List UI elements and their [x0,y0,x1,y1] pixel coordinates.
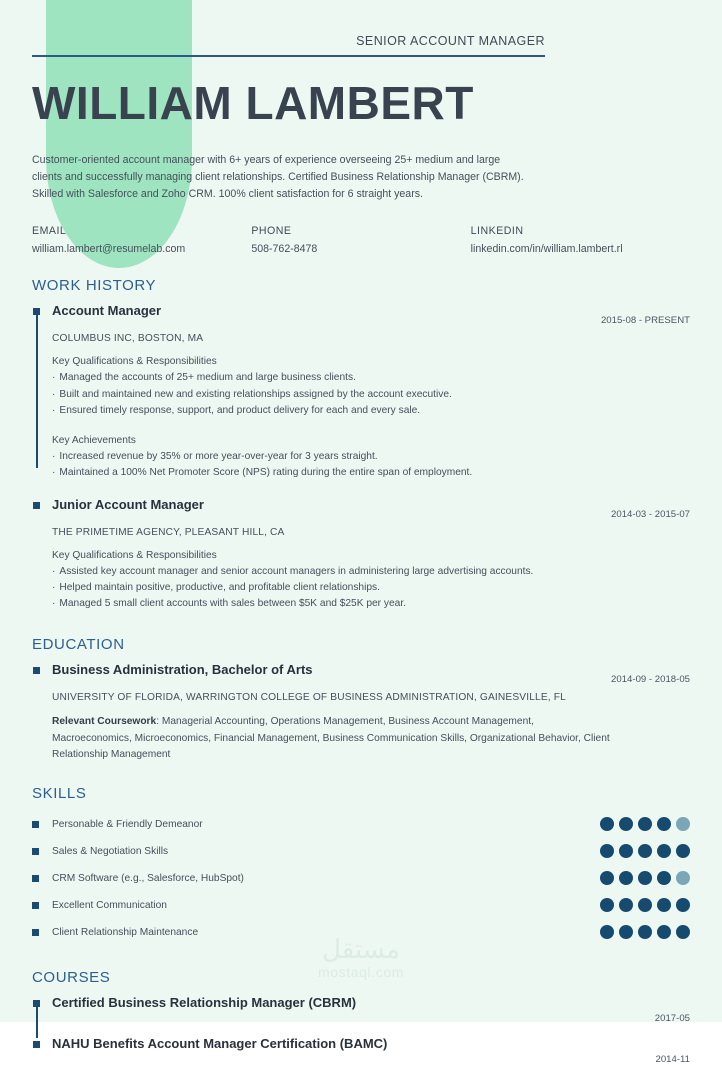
work-bullet-item: · Built and maintained new and existing relationships assigned by the account executive. [52,387,690,403]
skill-rating-dots [600,817,690,831]
work-bullet-item: · Maintained a 100% Net Promoter Score (NPS) rating during the entire span of employment. [52,465,690,481]
education-entry-head [52,662,690,685]
course-date: 2017-05 [654,1013,690,1025]
education-date-range: 2014-09 - 2018-05 [611,674,690,686]
skill-label: Client Relationship Maintenance [52,926,199,938]
timeline-connector [36,312,38,468]
contact-label-email: EMAIL [32,225,67,238]
rating-dot-filled [638,871,652,885]
contact-phone [251,225,470,255]
course-name: NAHU Benefits Account Manager Certification (BAMC) [52,1036,388,1052]
work-job-title: Account Manager [52,303,162,319]
skill-label: Excellent Communication [52,899,167,911]
work-date-range: 2015-08 - PRESENT [600,315,690,327]
watermark-domain-text: mostaql.com [318,964,404,980]
section-title-courses: COURSES [32,969,111,987]
skill-label: Sales & Negotiation Skills [52,845,169,857]
skill-rating-dots [600,844,690,858]
rating-dot-filled [600,898,614,912]
skill-row [32,811,690,837]
education-coursework [52,714,612,763]
contact-email [32,225,251,255]
rating-dot-filled [619,817,633,831]
contact-label-linkedin: LINKEDIN [470,225,524,238]
rating-dot-filled [619,844,633,858]
rating-dot-filled [638,844,652,858]
work-bullet-list [52,564,690,612]
professional-summary: Customer-oriented account manager with 6+ years of experience overseeing 25+ medium and large clients and successfully managing client relationships. Certified Business Relationship Manager (CBRM). Skilled with Salesforce and Zoho CRM. 100% client satisfaction for 6 straight years. [32,154,524,201]
job-role-title: SENIOR ACCOUNT MANAGER [356,34,545,48]
rating-dot-filled [619,871,633,885]
course-name: Certified Business Relationship Manager (CBRM) [52,995,357,1011]
entry-bullet-icon [33,667,40,674]
course-date: 2014-11 [655,1054,690,1065]
rating-dot-filled [600,817,614,831]
work-entry [32,303,690,485]
entry-bullet-icon [33,502,40,509]
education-entry [32,662,690,763]
rating-dot-filled [657,817,671,831]
entry-bullet-icon [33,1000,40,1007]
work-bullet-item: · Increased revenue by 35% or more year-over-year for 3 years straight. [52,449,690,465]
rating-dot-empty [676,871,690,885]
skill-rating-dots [600,898,690,912]
contact-value-linkedin[interactable]: linkedin.com/in/william.lambert.rl [470,243,623,256]
section-skills [32,785,690,945]
skill-row [32,838,690,864]
contact-value-phone[interactable]: 508-762-8478 [251,243,318,256]
section-courses [32,969,690,1065]
candidate-name: WILLIAM LAMBERT [32,77,474,129]
skill-bullet-icon [32,848,39,855]
rating-dot-filled [638,898,652,912]
work-bullet-item: · Assisted key account manager and senior account managers in administering large advertising accounts. [52,564,690,580]
contact-label-phone: PHONE [251,225,292,238]
work-organization: THE PRIMETIME AGENCY, PLEASANT HILL, CA [52,527,285,539]
skill-label: CRM Software (e.g., Salesforce, HubSpot) [52,872,244,884]
work-bullet-item: · Managed the accounts of 25+ medium and large business clients. [52,370,690,386]
rating-dot-filled [657,844,671,858]
skill-bullet-icon [32,902,39,909]
section-title-education: EDUCATION [32,636,125,654]
coursework-text: : Managerial Accounting, Operations Management, Business Account Management, Macroeconomics, Microeconomics, Financial Management, Business Communication Skills, Organizational Behavior, Client Relationship Management [52,716,610,760]
skill-label: Personable & Friendly Demeanor [52,818,203,830]
contact-value-email[interactable]: william.lambert@resumelab.com [32,243,186,256]
skill-bullet-icon [32,929,39,936]
section-title-skills: SKILLS [32,785,87,803]
rating-dot-empty [676,817,690,831]
rating-dot-filled [657,898,671,912]
rating-dot-filled [600,871,614,885]
rating-dot-filled [676,844,690,858]
watermark-arabic-text: مستقل [322,934,400,964]
rating-dot-filled [676,898,690,912]
skill-bullet-icon [32,821,39,828]
work-bullet-list [52,370,690,418]
work-bullet-item: · Managed 5 small client accounts with sales between $5K and $25K per year. [52,596,690,612]
section-work-history [32,277,690,612]
coursework-label: Relevant Coursework [52,716,157,728]
watermark [0,936,722,980]
course-entry [32,1036,690,1065]
section-education [32,636,690,763]
courses-list [32,995,690,1065]
rating-dot-filled [657,871,671,885]
work-group-label: Key Achievements [52,434,136,446]
rating-dot-filled [600,844,614,858]
work-date-range: 2014-03 - 2015-07 [611,509,690,521]
work-entry-head [52,497,690,520]
work-entry [32,497,690,612]
section-title-work-history: WORK HISTORY [32,277,157,295]
rating-dot-filled [619,898,633,912]
education-degree: Business Administration, Bachelor of Arts [52,662,313,678]
work-group-label: Key Qualifications & Responsibilities [52,356,217,368]
header-divider [32,55,545,57]
contact-linkedin [471,225,690,255]
work-bullet-item: · Ensured timely response, support, and product delivery for each and every sale. [52,403,690,419]
skill-rating-dots [600,871,690,885]
rating-dot-filled [638,817,652,831]
skill-row [32,865,690,891]
work-bullet-item: · Helped maintain positive, productive, and profitable client relationships. [52,580,690,596]
education-institution: UNIVERSITY OF FLORIDA, WARRINGTON COLLEGE OF BUSINESS ADMINISTRATION, GAINESVILLE, FL [52,692,566,704]
course-entry [32,995,690,1024]
work-entry-head [52,303,690,326]
work-group-label: Key Qualifications & Responsibilities [52,550,217,562]
work-job-title: Junior Account Manager [52,497,204,513]
work-bullet-list [52,449,690,481]
skill-row [32,892,690,918]
entry-bullet-icon [33,1041,40,1048]
skill-bullet-icon [32,875,39,882]
work-organization: COLUMBUS INC, BOSTON, MA [52,333,204,345]
contact-info [32,225,690,255]
